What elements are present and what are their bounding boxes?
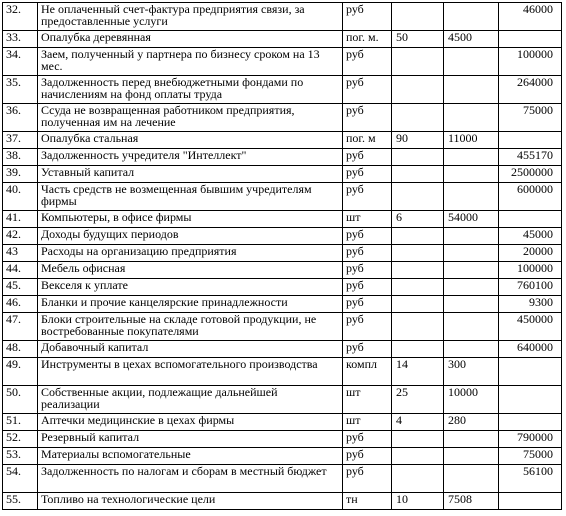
item-price [444, 313, 499, 341]
item-price [444, 228, 499, 245]
item-total: 760100 [499, 279, 562, 296]
row-number: 37. [3, 132, 38, 149]
row-number: 54. [3, 465, 38, 493]
table-row [3, 296, 562, 313]
item-name: Инструменты в цехах вспомогательного производства [38, 358, 343, 386]
item-unit: руб [343, 76, 392, 104]
item-price: 300 [444, 358, 499, 386]
table-row [3, 3, 562, 31]
item-quantity [392, 183, 444, 211]
row-number: 39. [3, 166, 38, 183]
item-total [499, 493, 562, 510]
item-price [444, 166, 499, 183]
item-name: Опалубка деревянная [38, 31, 343, 48]
table-row [3, 183, 562, 211]
table-row [3, 465, 562, 493]
item-total: 9300 [499, 296, 562, 313]
table-row [3, 431, 562, 448]
item-total: 45000 [499, 228, 562, 245]
row-number: 41. [3, 211, 38, 228]
row-number: 33. [3, 31, 38, 48]
item-total [499, 414, 562, 431]
item-unit: шт [343, 386, 392, 414]
item-quantity [392, 296, 444, 313]
item-quantity [392, 48, 444, 76]
item-unit: шт [343, 211, 392, 228]
item-name: Часть средств не возмещенная бывшим учредителям фирмы [38, 183, 343, 211]
item-price: 4500 [444, 31, 499, 48]
row-number: 36. [3, 104, 38, 132]
item-name: Резервный капитал [38, 431, 343, 448]
item-name: Бланки и прочие канцелярские принадлежности [38, 296, 343, 313]
item-total [499, 211, 562, 228]
item-total [499, 31, 562, 48]
row-number: 48. [3, 341, 38, 358]
row-number: 42. [3, 228, 38, 245]
item-name: Не оплаченный счет-фактура предприятия связи, за предоставленные услуги [38, 3, 343, 31]
row-number: 50. [3, 386, 38, 414]
row-number: 35. [3, 76, 38, 104]
item-price [444, 341, 499, 358]
item-unit: руб [343, 448, 392, 465]
row-number: 43 [3, 245, 38, 262]
item-unit: руб [343, 228, 392, 245]
table-row [3, 48, 562, 76]
table-row [3, 358, 562, 386]
item-total: 46000 [499, 3, 562, 31]
item-price [444, 76, 499, 104]
row-number: 53. [3, 448, 38, 465]
item-name: Задолженность перед внебюджетными фондами по начислениям на фонд оплаты труда [38, 76, 343, 104]
table-row [3, 386, 562, 414]
item-quantity [392, 228, 444, 245]
item-unit: компл [343, 358, 392, 386]
row-number: 32. [3, 3, 38, 31]
item-quantity: 90 [392, 132, 444, 149]
item-unit: шт [343, 414, 392, 431]
item-price [444, 3, 499, 31]
item-quantity [392, 279, 444, 296]
item-quantity: 50 [392, 31, 444, 48]
table-row [3, 166, 562, 183]
row-number: 47. [3, 313, 38, 341]
table-row [3, 211, 562, 228]
item-quantity: 14 [392, 358, 444, 386]
item-quantity [392, 149, 444, 166]
table-row [3, 313, 562, 341]
item-quantity [392, 262, 444, 279]
table-row [3, 448, 562, 465]
item-price [444, 245, 499, 262]
item-quantity [392, 3, 444, 31]
item-name: Задолженность по налогам и сборам в местный бюджет [38, 465, 343, 493]
item-name: Расходы на организацию предприятия [38, 245, 343, 262]
table-row [3, 132, 562, 149]
row-number: 51. [3, 414, 38, 431]
table-row [3, 262, 562, 279]
item-price [444, 149, 499, 166]
item-unit: руб [343, 296, 392, 313]
row-number: 40. [3, 183, 38, 211]
item-price [444, 296, 499, 313]
row-number: 38. [3, 149, 38, 166]
table-row [3, 228, 562, 245]
table-row [3, 245, 562, 262]
item-price: 54000 [444, 211, 499, 228]
item-unit: руб [343, 279, 392, 296]
item-total [499, 358, 562, 386]
item-unit: руб [343, 313, 392, 341]
item-price: 280 [444, 414, 499, 431]
item-unit: руб [343, 245, 392, 262]
row-number: 52. [3, 431, 38, 448]
item-unit: руб [343, 149, 392, 166]
item-name: Мебель офисная [38, 262, 343, 279]
item-price [444, 431, 499, 448]
item-price [444, 465, 499, 493]
item-price: 10000 [444, 386, 499, 414]
item-total: 640000 [499, 341, 562, 358]
item-name: Уставный капитал [38, 166, 343, 183]
item-name: Топливо на технологические цели [38, 493, 343, 510]
item-unit: руб [343, 262, 392, 279]
item-price: 7508 [444, 493, 499, 510]
item-quantity: 4 [392, 414, 444, 431]
table-row [3, 76, 562, 104]
item-unit: руб [343, 3, 392, 31]
table-row [3, 493, 562, 510]
item-total [499, 132, 562, 149]
table-row [3, 149, 562, 166]
row-number: 55. [3, 493, 38, 510]
item-total: 100000 [499, 48, 562, 76]
item-name: Добавочный капитал [38, 341, 343, 358]
item-price [444, 448, 499, 465]
table-row [3, 414, 562, 431]
item-name: Блоки строительные на складе готовой продукции, не востребованные покупателями [38, 313, 343, 341]
item-quantity [392, 465, 444, 493]
item-total: 20000 [499, 245, 562, 262]
table-body [3, 3, 562, 510]
row-number: 34. [3, 48, 38, 76]
item-total: 264000 [499, 76, 562, 104]
item-name: Доходы будущих периодов [38, 228, 343, 245]
items-table [2, 2, 562, 510]
table-row [3, 279, 562, 296]
item-price [444, 104, 499, 132]
row-number: 46. [3, 296, 38, 313]
item-unit: руб [343, 104, 392, 132]
item-name: Аптечки медицинские в цехах фирмы [38, 414, 343, 431]
item-name: Опалубка стальная [38, 132, 343, 149]
item-name: Векселя к уплате [38, 279, 343, 296]
item-quantity [392, 166, 444, 183]
item-quantity [392, 341, 444, 358]
item-name: Материалы вспомогательные [38, 448, 343, 465]
item-unit: руб [343, 431, 392, 448]
item-unit: руб [343, 465, 392, 493]
item-total: 455170 [499, 149, 562, 166]
item-name: Задолженность учредителя "Интеллект" [38, 149, 343, 166]
item-unit: руб [343, 341, 392, 358]
item-quantity [392, 245, 444, 262]
item-quantity: 10 [392, 493, 444, 510]
item-total: 790000 [499, 431, 562, 448]
item-total: 100000 [499, 262, 562, 279]
item-name: Ссуда не возвращенная работником предприятия, полученная им на лечение [38, 104, 343, 132]
row-number: 44. [3, 262, 38, 279]
item-name: Заем, полученный у партнера по бизнесу сроком на 13 мес. [38, 48, 343, 76]
item-price [444, 48, 499, 76]
item-quantity [392, 76, 444, 104]
item-unit: тн [343, 493, 392, 510]
item-quantity [392, 448, 444, 465]
item-total: 75000 [499, 448, 562, 465]
item-quantity: 6 [392, 211, 444, 228]
table-row [3, 104, 562, 132]
item-name: Собственные акции, подлежащие дальнейшей реализации [38, 386, 343, 414]
row-number: 49. [3, 358, 38, 386]
item-name: Компьютеры, в офисе фирмы [38, 211, 343, 228]
item-unit: руб [343, 48, 392, 76]
item-price [444, 183, 499, 211]
item-total: 450000 [499, 313, 562, 341]
item-price [444, 279, 499, 296]
item-quantity [392, 104, 444, 132]
item-total: 2500000 [499, 166, 562, 183]
item-total: 600000 [499, 183, 562, 211]
item-quantity [392, 313, 444, 341]
item-unit: пог. м. [343, 31, 392, 48]
table-row [3, 31, 562, 48]
item-unit: руб [343, 166, 392, 183]
item-total: 75000 [499, 104, 562, 132]
item-quantity: 25 [392, 386, 444, 414]
table-row [3, 341, 562, 358]
item-total [499, 386, 562, 414]
item-price: 11000 [444, 132, 499, 149]
item-quantity [392, 431, 444, 448]
row-number: 45. [3, 279, 38, 296]
item-total: 56100 [499, 465, 562, 493]
item-price [444, 262, 499, 279]
item-unit: пог. м [343, 132, 392, 149]
item-unit: руб [343, 183, 392, 211]
